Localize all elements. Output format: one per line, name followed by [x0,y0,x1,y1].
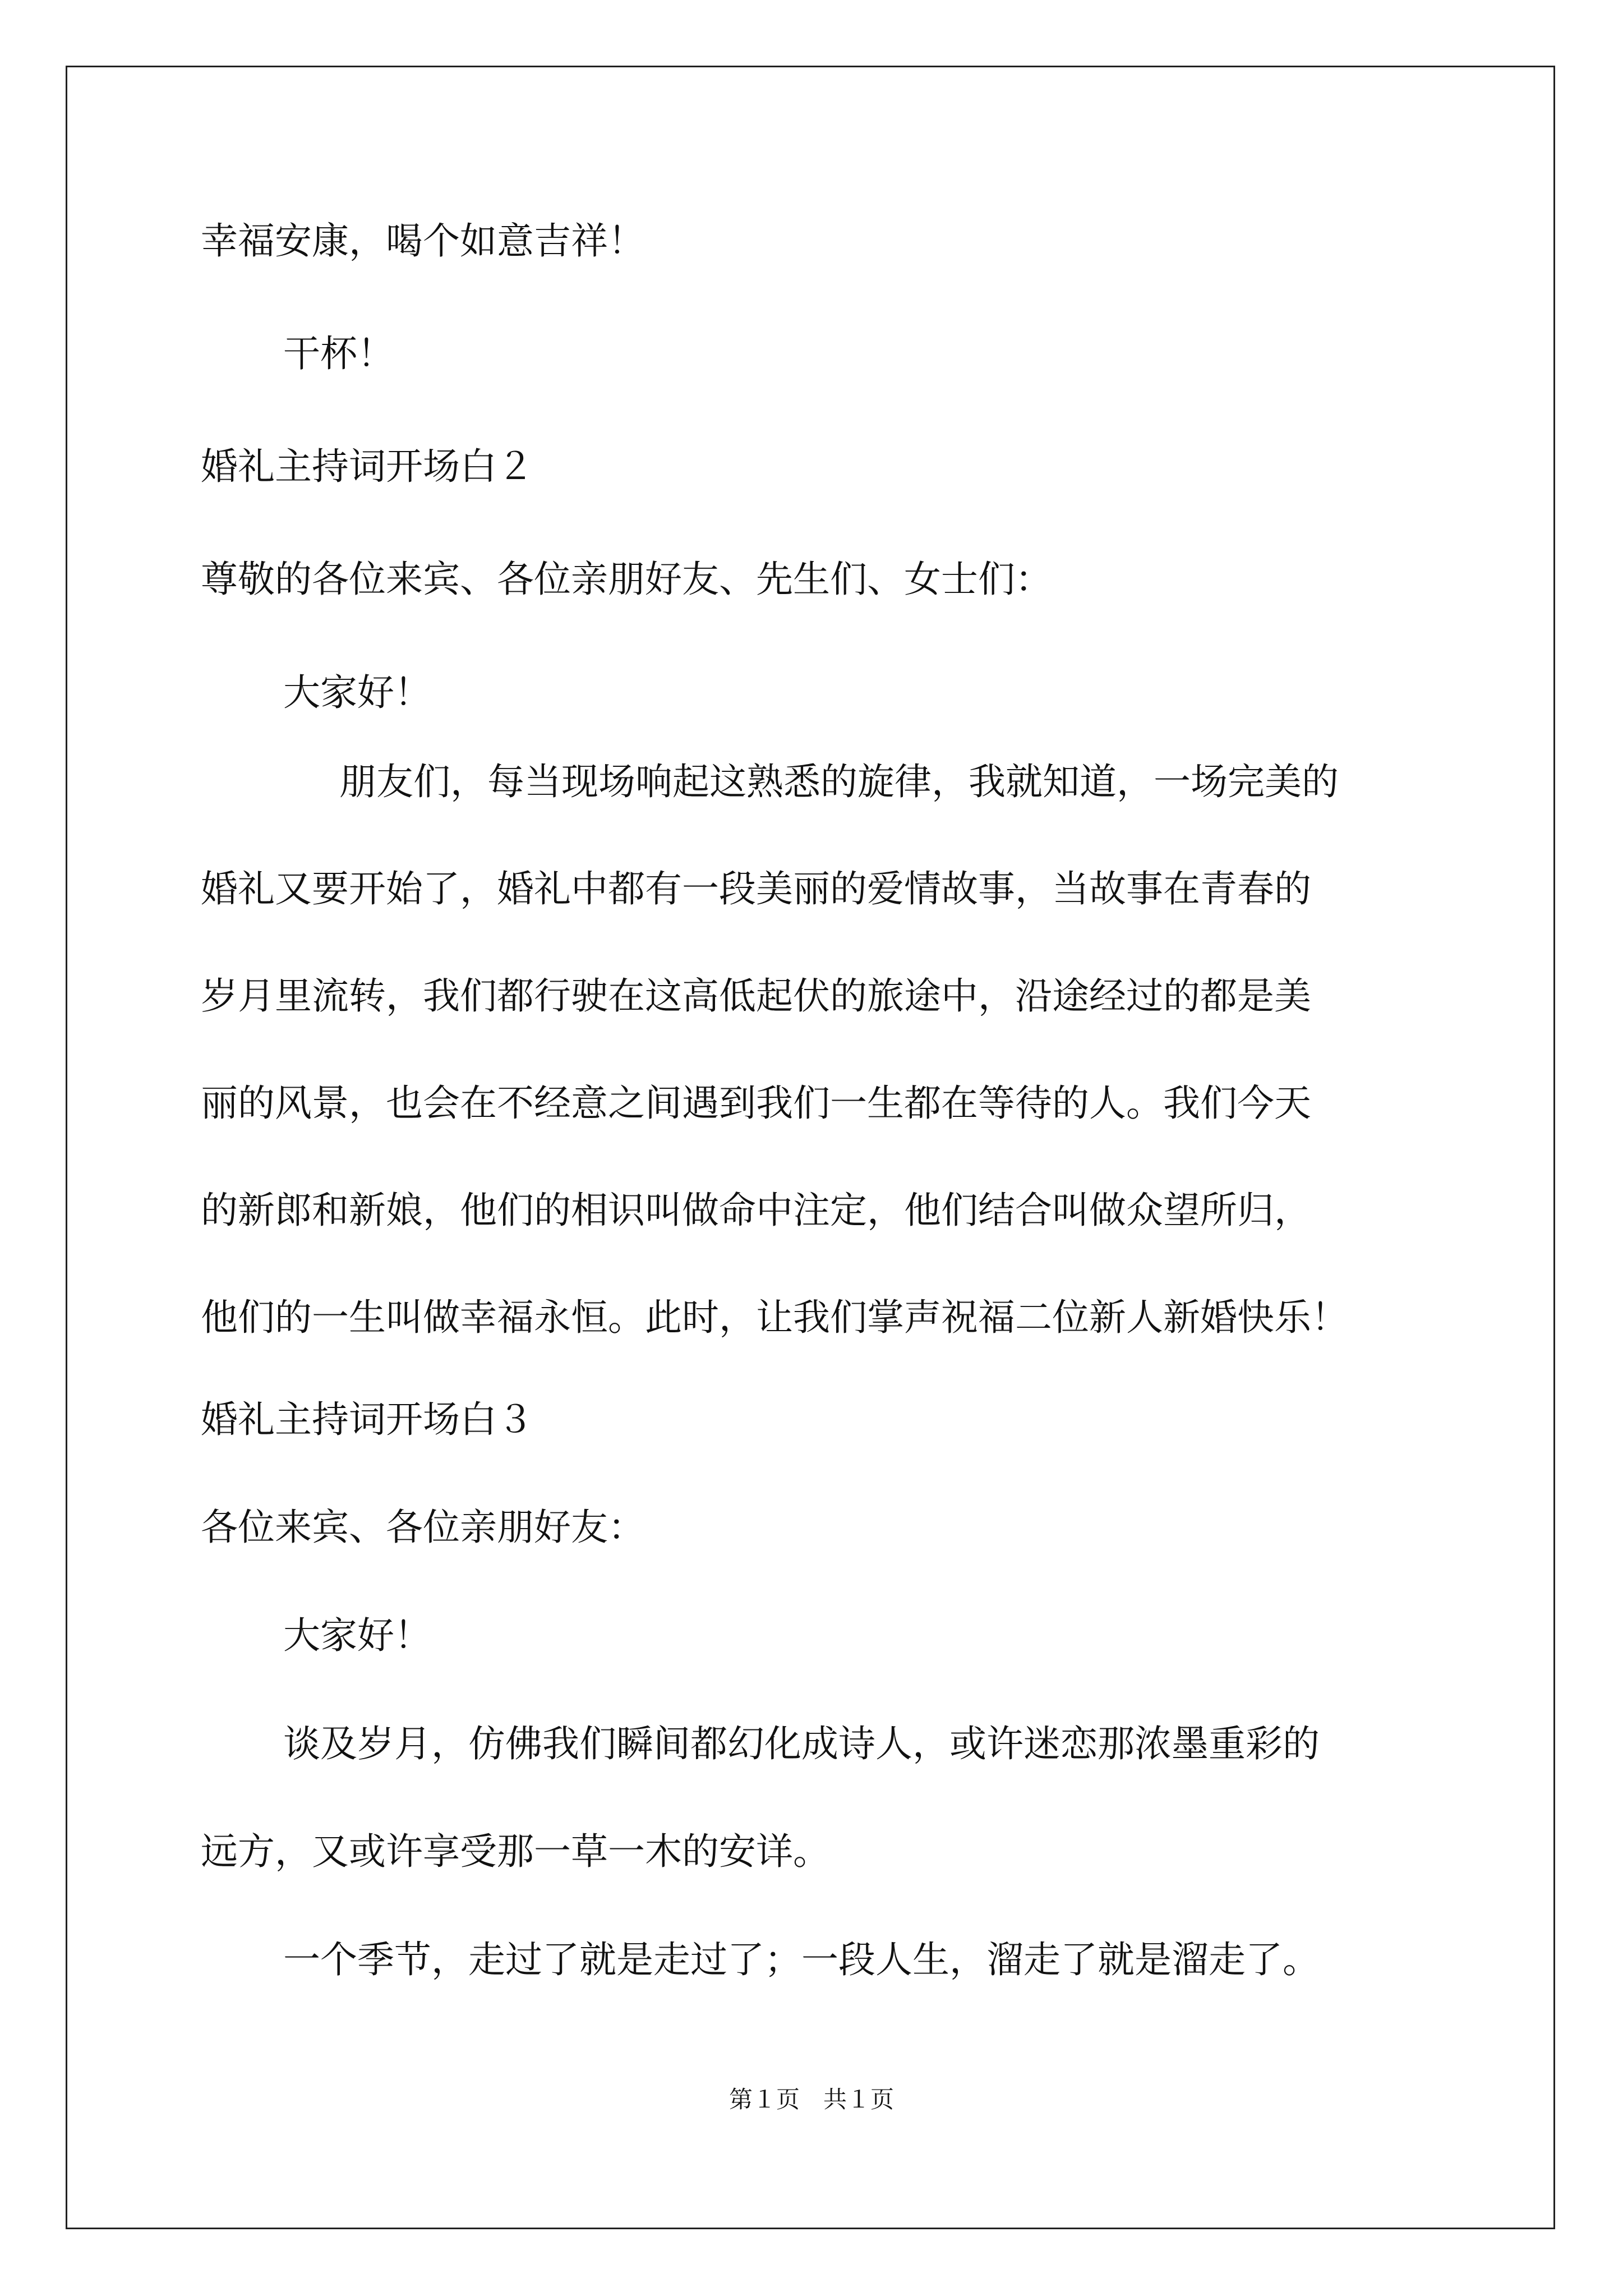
body-line-2: 干杯！ [283,332,394,375]
greeting-2: 大家好！ [283,671,431,714]
body-line-15: 谈及岁月，仿佛我们瞬间都幻化成诗人，或许迷恋那浓墨重彩的 [283,1722,1320,1765]
body-line-7: 婚礼又要开始了，婚礼中都有一段美丽的爱情故事，当故事在青春的 [201,867,1311,910]
body-line-6: 朋友们，每当现场响起这熟悉的旋律，我就知道，一场完美的 [339,760,1339,803]
body-line-10: 的新郎和新娘，他们的相识叫做命中注定，他们结合叫做众望所归， [201,1189,1311,1232]
section-heading-3: 婚礼主持词开场白３ [201,1398,534,1441]
body-line-9: 丽的风景，也会在不经意之间遇到我们一生都在等待的人。我们今天 [201,1082,1311,1125]
greeting-3: 大家好！ [283,1614,431,1657]
section-heading-2: 婚礼主持词开场白２ [201,445,534,488]
salutation-3: 各位来宾、各位亲朋好友： [201,1506,645,1549]
page-border [66,66,1555,2229]
salutation-2: 尊敬的各位来宾、各位亲朋好友、先生们、女士们： [201,558,1052,601]
body-line-8: 岁月里流转，我们都行驶在这高低起伏的旅途中，沿途经过的都是美 [201,974,1311,1018]
body-line-11: 他们的一生叫做幸福永恒。此时，让我们掌声祝福二位新人新婚快乐！ [201,1296,1348,1339]
page-number-footer: 第１页 共１页 [728,2086,894,2113]
body-line-16: 远方，又或许享受那一草一木的安详。 [201,1830,830,1873]
body-line-17: 一个季节，走过了就是走过了；一段人生，溜走了就是溜走了。 [283,1938,1320,1981]
body-line-1: 幸福安康，喝个如意吉祥！ [201,219,645,263]
